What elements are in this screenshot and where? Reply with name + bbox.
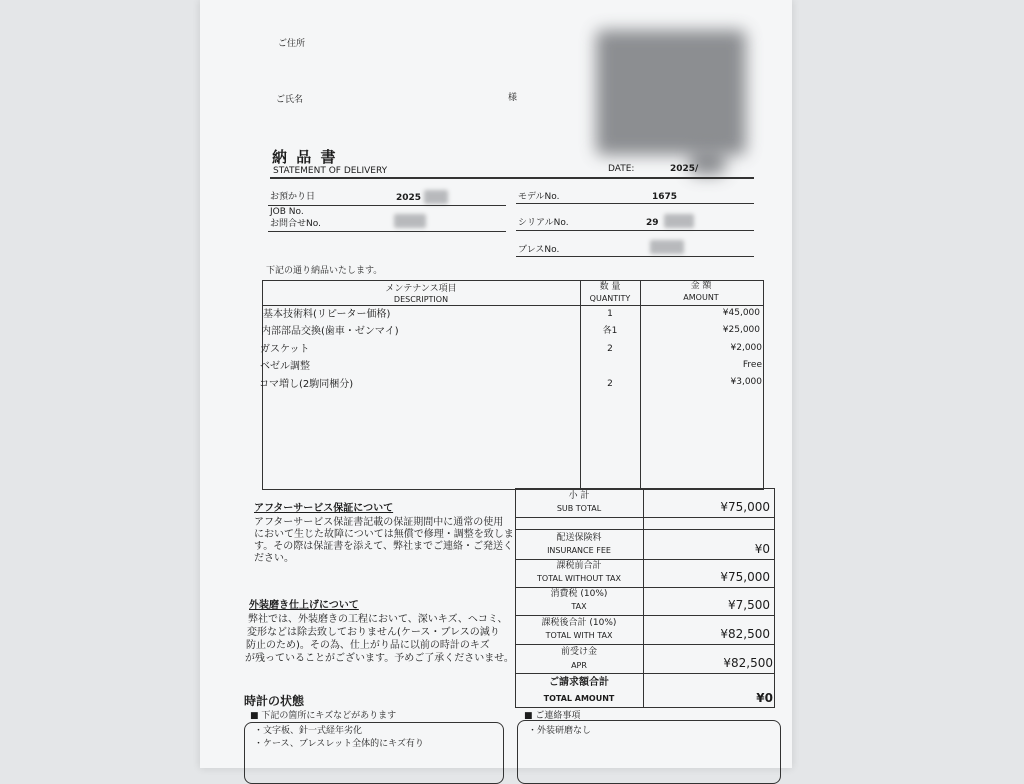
warranty-title: アフターサービス保証について (254, 503, 394, 514)
item-description: 基本技術料(リピーター価格) (263, 309, 391, 320)
item-description: ガスケット (260, 344, 310, 355)
model-value: 1675 (652, 192, 678, 202)
title-rule (270, 177, 754, 179)
warranty-line: ださい。 (254, 553, 294, 564)
redacted-inquiry (394, 214, 426, 228)
serial-rule (516, 230, 754, 231)
redacted-serial (664, 214, 694, 228)
item-quantity: 2 (607, 379, 613, 389)
total-without-tax-value: ¥75,000 (720, 570, 770, 584)
totals-rule (515, 673, 775, 674)
total-without-tax-label-en: TOTAL WITHOUT TAX (537, 574, 621, 583)
item-amount: ¥3,000 (730, 377, 762, 387)
job-label: JOB No. (270, 207, 304, 217)
inquiry-label: お問合せNo. (270, 219, 321, 229)
contact-line: ・外装研磨なし (528, 726, 592, 736)
serial-label: シリアルNo. (518, 218, 569, 228)
totals-rule (515, 559, 775, 560)
insurance-label-jp: 配送保険料 (556, 533, 602, 543)
tax-value: ¥7,500 (728, 598, 770, 612)
intro-text: 下記の通り納品いたします。 (266, 266, 383, 276)
totals-rule (515, 644, 775, 645)
insurance-label-en: INSURANCE FEE (547, 546, 611, 555)
total-amount-value: ¥0 (756, 691, 773, 705)
qty-header-jp: 数 量 (599, 282, 621, 292)
desc-header-jp: メンテナンス項目 (385, 284, 457, 294)
date-label: DATE: (608, 164, 635, 174)
totals-rule (515, 517, 775, 518)
item-quantity: 各1 (602, 326, 618, 336)
condition-line: ・文字板、針一式経年劣化 (254, 726, 363, 736)
tax-label-jp: 消費税 (10%) (550, 589, 608, 599)
redacted-customer-info (596, 30, 746, 155)
polish-line: 防止のため)。その為、仕上がり品に以前の時計のキズ (246, 640, 490, 651)
qty-header-en: QUANTITY (589, 294, 631, 303)
subtotal-label-jp: 小 計 (568, 491, 590, 501)
condition-line: ・ケース、ブレスレット全体的にキズ有り (254, 739, 424, 749)
received-rule (268, 205, 506, 206)
total-amount-label-en: TOTAL AMOUNT (543, 694, 615, 703)
subtotal-value: ¥75,000 (720, 500, 770, 514)
desc-header-en: DESCRIPTION (393, 295, 449, 304)
warranty-line: アフターサービス保証書記載の保証期間中に通常の使用 (254, 517, 504, 528)
bracelet-rule (516, 256, 754, 257)
item-amount: ¥25,000 (722, 325, 760, 335)
item-amount: ¥45,000 (722, 308, 760, 318)
polish-title: 外装磨き仕上げについて (249, 600, 359, 611)
apr-label-en: APR (571, 661, 587, 670)
redacted-bracelet (650, 240, 684, 254)
address-label: ご住所 (278, 39, 306, 49)
item-quantity: 2 (607, 344, 613, 354)
totals-rule (515, 587, 775, 588)
total-with-tax-value: ¥82,500 (720, 627, 770, 641)
contact-title: ■ ご連絡事項 (524, 711, 581, 721)
tax-label-en: TAX (571, 602, 587, 611)
item-description: ベゼル調整 (260, 361, 310, 372)
item-quantity: 1 (607, 309, 613, 319)
condition-title: 時計の状態 (244, 694, 305, 708)
doc-title-en: STATEMENT OF DELIVERY (273, 166, 388, 176)
total-with-tax-label-jp: 課税後合計 (10%) (541, 618, 617, 628)
total-without-tax-label-jp: 課税前合計 (556, 561, 602, 571)
insurance-value: ¥0 (754, 542, 770, 556)
received-value: 2025 (396, 193, 422, 203)
doc-title-jp: 納 品 書 (272, 148, 338, 166)
warranty-line: において生じた故障については無償で修理・調整を致しま (254, 529, 514, 540)
totals-rule (515, 615, 775, 616)
received-label: お預かり日 (270, 192, 316, 202)
model-rule (516, 203, 754, 204)
polish-line: 変形などは除去致しておりません(ケース・ブレスの減り (247, 627, 500, 638)
redacted-received (424, 190, 448, 204)
apr-label-jp: 前受け金 (560, 647, 597, 657)
inquiry-rule (268, 231, 506, 232)
bracelet-label: ブレスNo. (518, 245, 560, 255)
item-amount: Free (742, 360, 762, 370)
amount-header-jp: 金 額 (690, 281, 712, 291)
totals-rule (515, 529, 775, 530)
apr-value: ¥82,500 (723, 656, 773, 670)
condition-subtitle: ■ 下記の箇所にキズなどがあります (250, 711, 397, 721)
polish-line: 弊社では、外装磨きの工程において、深いキズ、ヘコミ、 (248, 614, 508, 625)
honorific: 様 (508, 93, 518, 103)
subtotal-label-en: SUB TOTAL (556, 504, 602, 513)
item-amount: ¥2,000 (730, 343, 762, 353)
warranty-line: す。その際は保証書を添えて、弊社までご連絡・ご発送く (254, 541, 513, 552)
totals-column-rule (643, 488, 644, 707)
items-header-rule (262, 305, 764, 306)
item-description: コマ増し(2駒同梱分) (259, 379, 354, 390)
model-label: モデルNo. (518, 192, 560, 202)
name-label: ご氏名 (276, 95, 304, 105)
total-with-tax-label-en: TOTAL WITH TAX (545, 631, 613, 640)
item-description: 内部部品交換(歯車・ゼンマイ) (261, 326, 399, 337)
serial-value: 29 (646, 218, 659, 228)
date-value: 2025/ (670, 164, 699, 174)
amount-header-en: AMOUNT (683, 293, 719, 302)
polish-line: が残っていることがございます。予めご了承くださいませ。 (245, 653, 514, 664)
total-amount-label-jp: ご請求額合計 (549, 677, 609, 688)
